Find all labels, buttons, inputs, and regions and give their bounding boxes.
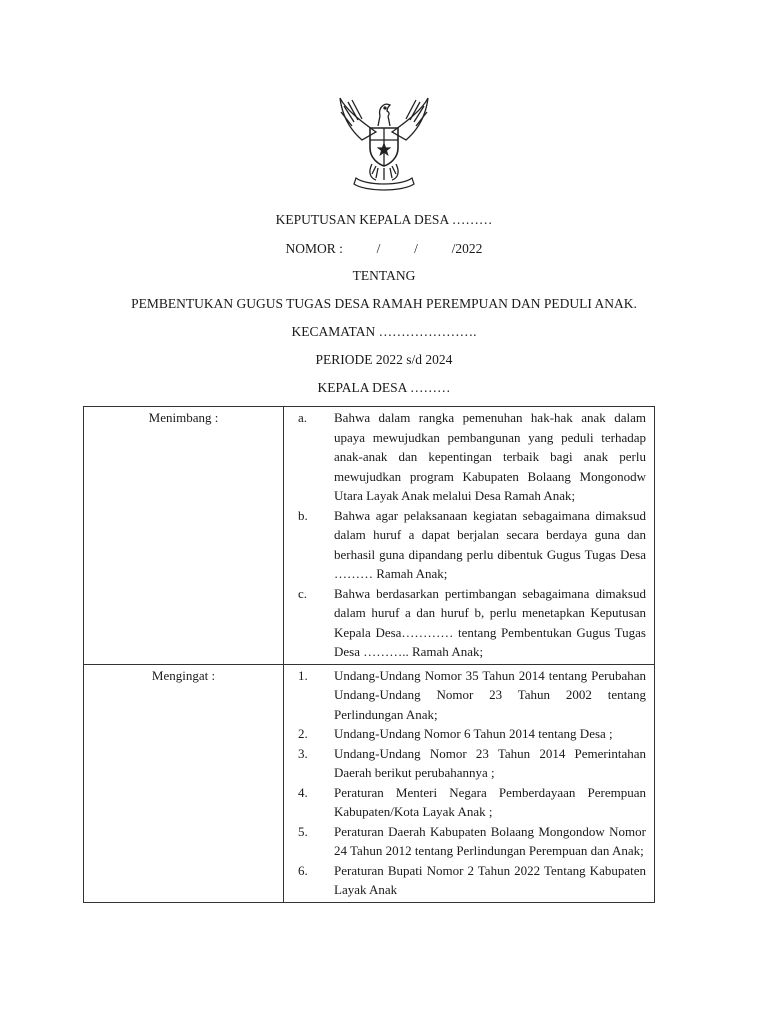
item-text: Peraturan Daerah Kabupaten Bolaang Mongondow Nomor 24 Tahun 2012 tentang Perlindungan Perempuan dan Anak; bbox=[334, 823, 646, 858]
list-item bbox=[298, 506, 646, 584]
item-text: Bahwa agar pelaksanaan kegiatan sebagaimana dimaksud dalam huruf a dapat berjalan secara berdaya guna dan berhasil guna dipandang perlu dibentuk Gugus Tugas Desa ……… Ramah Anak; bbox=[334, 507, 646, 581]
document-head: KEPALA DESA ……… bbox=[317, 380, 451, 395]
document-title: KEPUTUSAN KEPALA DESA ……… bbox=[275, 212, 493, 227]
document-period: PERIODE 2022 s/d 2024 bbox=[315, 352, 453, 367]
list-item bbox=[298, 584, 646, 662]
list-item bbox=[298, 666, 646, 725]
section-body bbox=[284, 664, 655, 902]
item-marker: b. bbox=[298, 507, 308, 523]
list-item bbox=[298, 744, 646, 783]
table-row-menimbang bbox=[84, 407, 655, 665]
item-text: Bahwa berdasarkan pertimbangan sebagaimana dimaksud dalam huruf a dan huruf b, perlu menetapkan Keputusan Kepala Desa………… tentang Pembentukan Gugus Tugas Desa ……….. Ramah Anak; bbox=[334, 585, 646, 659]
item-marker: 2. bbox=[298, 726, 308, 741]
item-marker: 5. bbox=[298, 823, 308, 839]
list-item bbox=[298, 783, 646, 822]
item-text: Peraturan Bupati Nomor 2 Tahun 2022 Tentang Kabupaten Layak Anak bbox=[334, 862, 646, 897]
section-label: Mengingat : bbox=[84, 664, 284, 902]
item-marker: c. bbox=[298, 585, 308, 601]
document-district: KECAMATAN …………………. bbox=[291, 324, 477, 339]
item-marker: 3. bbox=[298, 745, 308, 761]
list-item bbox=[298, 822, 646, 861]
garuda-emblem-icon bbox=[332, 92, 436, 196]
item-marker: 4. bbox=[298, 784, 308, 800]
item-text: Bahwa dalam rangka pemenuhan hak-hak anak dalam upaya mewujudkan pembangunan yang peduli terhadap anak-anak dan kepentingan terbaik bagi anak perlu mewujudkan program Kabupaten Bolaang Mongonodw Utara Layak Anak melalui Desa Ramah Anak; bbox=[334, 410, 646, 503]
considerations-table bbox=[83, 406, 655, 903]
item-marker: 1. bbox=[298, 667, 308, 683]
list-item bbox=[298, 861, 646, 900]
document-number: NOMOR : / / /2022 bbox=[285, 241, 483, 256]
document-about: TENTANG bbox=[352, 268, 416, 283]
list-item bbox=[298, 724, 646, 744]
table-row-mengingat bbox=[84, 664, 655, 902]
item-text: Undang-Undang Nomor 6 Tahun 2014 tentang Desa ; bbox=[334, 726, 613, 741]
document-subject: PEMBENTUKAN GUGUS TUGAS DESA RAMAH PEREMPUAN DAN PEDULI ANAK. bbox=[131, 296, 637, 311]
section-label: Menimbang : bbox=[84, 407, 284, 665]
item-marker: 6. bbox=[298, 862, 308, 878]
item-text: Undang-Undang Nomor 23 Tahun 2014 Pemerintahan Daerah berikut perubahannya ; bbox=[334, 745, 646, 780]
item-marker: a. bbox=[298, 410, 308, 425]
section-body bbox=[284, 407, 655, 665]
item-text: Peraturan Menteri Negara Pemberdayaan Perempuan Kabupaten/Kota Layak Anak ; bbox=[334, 784, 646, 819]
item-text: Undang-Undang Nomor 35 Tahun 2014 tentang Perubahan Undang-Undang Nomor 23 Tahun 2002 tentang Perlindungan Anak; bbox=[334, 667, 646, 722]
list-item bbox=[298, 408, 646, 506]
